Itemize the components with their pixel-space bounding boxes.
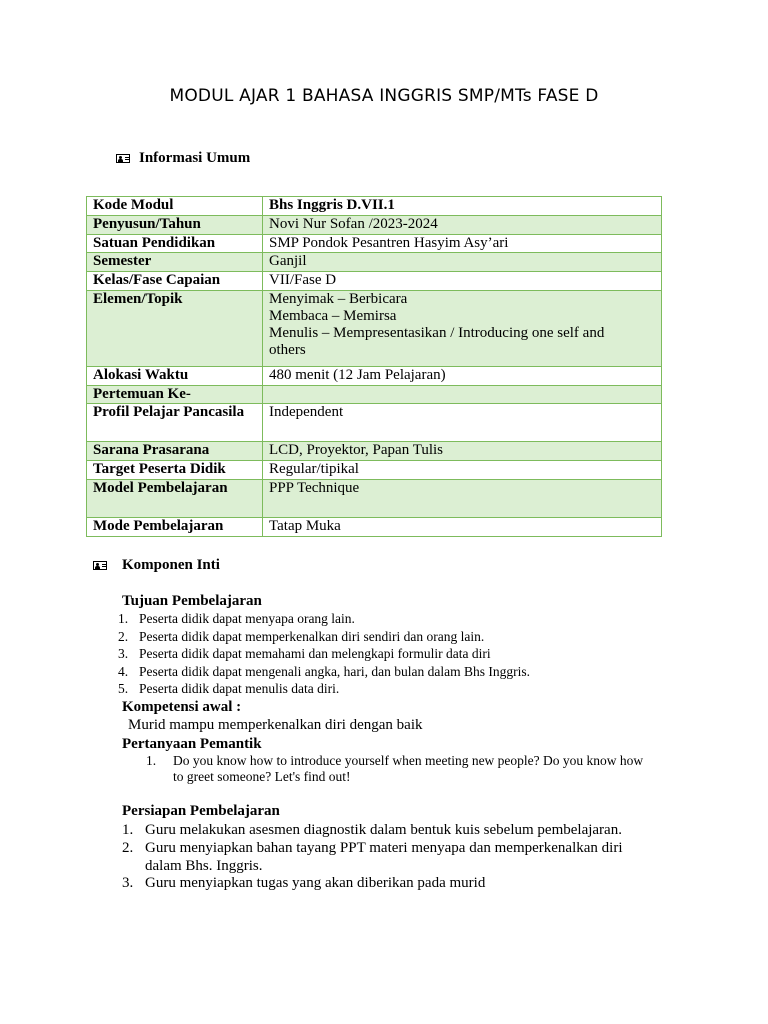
row-key: Sarana Prasarana	[87, 442, 263, 461]
list-number: 1.	[146, 753, 157, 768]
persiapan-heading: Persiapan Pembelajaran	[122, 803, 280, 819]
document-title: MODUL AJAR 1 BAHASA INGGRIS SMP/MTs FASE D	[169, 86, 599, 106]
section-komponen-inti	[93, 557, 220, 574]
value-line: others	[269, 342, 306, 358]
list-text: Peserta didik dapat menyapa orang lain.	[139, 611, 355, 626]
list-item	[118, 680, 530, 698]
row-value: PPP Technique	[263, 480, 662, 518]
list-number: 3.	[122, 875, 134, 892]
row-value: VII/Fase D	[263, 272, 662, 291]
list-item	[122, 840, 652, 876]
row-key: Kelas/Fase Capaian	[87, 272, 263, 291]
table-row	[87, 367, 662, 386]
value-line: Menyimak – Berbicara	[269, 291, 408, 307]
kompetensi-heading: Kompetensi awal :	[122, 699, 242, 715]
list-text: Guru melakukan asesmen diagnostik dalam bentuk kuis sebelum pembelajaran.	[145, 822, 622, 838]
list-number: 1.	[122, 822, 134, 838]
list-number: 1.	[118, 611, 129, 626]
list-text: Peserta didik dapat memahami dan melengkapi formulir data diri	[139, 646, 491, 661]
list-item	[118, 645, 530, 663]
table-row	[87, 197, 662, 216]
row-key: Model Pembelajaran	[87, 480, 263, 518]
row-key: Elemen/Topik	[87, 291, 263, 367]
row-key: Mode Pembelajaran	[87, 518, 263, 537]
list-item	[118, 610, 530, 628]
list-item	[122, 875, 652, 893]
list-item	[122, 822, 652, 840]
pertanyaan-heading: Pertanyaan Pemantik	[122, 736, 262, 752]
info-table	[86, 196, 662, 537]
row-key: Kode Modul	[87, 197, 263, 216]
row-key: Penyusun/Tahun	[87, 216, 263, 235]
list-text: Peserta didik dapat menulis data diri.	[139, 681, 340, 696]
list-text: Peserta didik dapat memperkenalkan diri sendiri dan orang lain.	[139, 628, 485, 644]
section-title: Komponen Inti	[122, 557, 220, 573]
list-number: 5.	[118, 681, 129, 696]
row-value: 480 menit (12 Jam Pelajaran)	[263, 367, 662, 386]
list-item	[118, 663, 530, 681]
list-number: 4.	[118, 663, 129, 679]
row-key: Pertemuan Ke-	[87, 386, 263, 404]
table-row	[87, 235, 662, 253]
value-line: Membaca – Memirsa	[269, 308, 397, 324]
table-row	[87, 386, 662, 404]
id-card-icon	[116, 154, 130, 163]
id-card-icon	[93, 561, 107, 570]
row-value: Independent	[263, 404, 662, 442]
row-value: Novi Nur Sofan /2023-2024	[263, 216, 662, 235]
row-value	[263, 291, 662, 367]
row-value: Tatap Muka	[263, 518, 662, 537]
row-value: Bhs Inggris D.VII.1	[263, 197, 662, 216]
section-title: Informasi Umum	[139, 150, 251, 166]
list-number: 2.	[118, 628, 129, 644]
tujuan-heading: Tujuan Pembelajaran	[122, 593, 262, 609]
persiapan-list	[122, 822, 652, 893]
row-key: Alokasi Waktu	[87, 367, 263, 386]
table-row	[87, 253, 662, 272]
row-key: Profil Pelajar Pancasila	[87, 404, 263, 442]
table-row	[87, 216, 662, 235]
table-row	[87, 461, 662, 480]
row-value: LCD, Proyektor, Papan Tulis	[263, 442, 662, 461]
list-text: Do you know how to introduce yourself when meeting new people? Do you know how to greet someone? Let's find out!	[173, 753, 644, 784]
section-informasi-umum	[116, 150, 250, 167]
row-key: Target Peserta Didik	[87, 461, 263, 480]
list-item	[118, 628, 530, 646]
kompetensi-text: Murid mampu memperkenalkan diri dengan baik	[128, 717, 423, 733]
list-number: 3.	[118, 646, 129, 661]
list-text: Guru menyiapkan tugas yang akan diberikan pada murid	[145, 875, 486, 892]
tujuan-list	[118, 610, 530, 698]
list-text: Guru menyiapkan bahan tayang PPT materi menyapa dan memperkenalkan diri dalam Bhs. Inggris.	[145, 839, 623, 874]
table-row	[87, 272, 662, 291]
pertanyaan-item	[146, 753, 646, 785]
row-value: Regular/tipikal	[263, 461, 662, 480]
table-row	[87, 480, 662, 518]
row-key: Satuan Pendidikan	[87, 235, 263, 253]
value-line: Menulis – Mempresentasikan / Introducing one self and	[269, 325, 605, 341]
row-key: Semester	[87, 253, 263, 272]
row-value	[263, 386, 662, 404]
table-row	[87, 404, 662, 442]
list-text: Peserta didik dapat mengenali angka, hari, dan bulan dalam Bhs Inggris.	[139, 663, 531, 679]
table-row	[87, 518, 662, 537]
table-row	[87, 442, 662, 461]
row-value: SMP Pondok Pesantren Hasyim Asy’ari	[263, 235, 662, 253]
list-number: 2.	[122, 839, 134, 856]
table-row	[87, 291, 662, 367]
row-value: Ganjil	[263, 253, 662, 272]
